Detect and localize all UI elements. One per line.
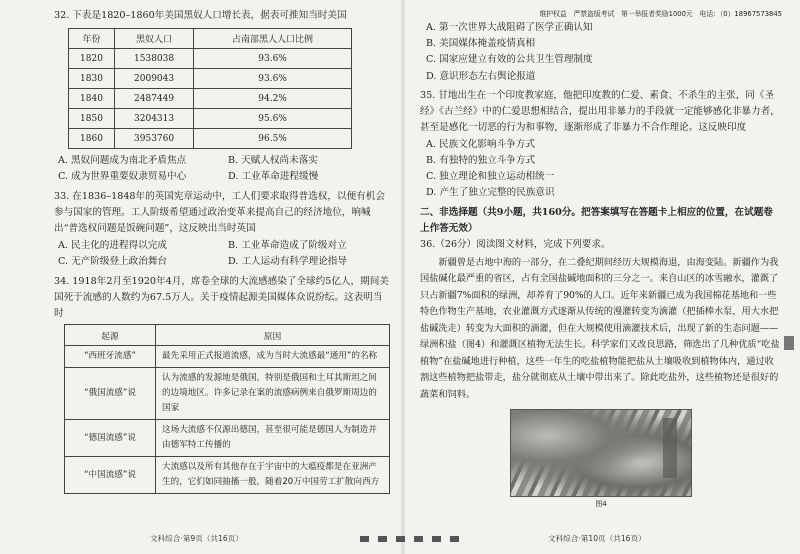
q36-passage: 新疆曾是古地中海的一部分，在二叠纪期间经历大规模海退，由海变陆。新疆作为我国盐碱化最严重的省区，占有全国盐碱地面积的三分之一。来自山区的冰雪融水，灌溉了只占新疆7%面积的绿洲，却养育了90%的人口。近年来新疆已成为我国棉花基地和一些特色作物生产基地，农业灌溉方式逐渐从传统的漫灌转变为滴灌（把插棒水泵，用大水把盐碱洗走）转变为大面积的滴灌，但在大规模使用滴灌技术后，出现了新的生态问题——绿洲积盐（图4）和灌溉区植物无法生长。科学家们又改良思路，筛选出了几种优质“吃盐植物”在盐碱地进行种植，这些一年生的吃盐植物能把盐从土壤吸收到植物体内，通过收割这些植物把盐带走，盐分就彻底从土壤中带出来了。除此吃盐外，这些植物还是很好的蔬菜和饲料。 (420, 256, 780, 400)
q35-options (426, 137, 782, 202)
q32-option-a: A. 黑奴问题成为南北矛盾焦点 (58, 155, 187, 166)
q33-option-d: D. 工人运动有科学理论指导 (228, 256, 347, 267)
q32-header-year: 年份 (69, 29, 115, 49)
table-row (65, 457, 390, 494)
q35-option-a: A. 民族文化影响斗争方式 (426, 138, 535, 150)
q32-cell: 3953760 (115, 129, 194, 149)
q34-reason-cell: 这场大流感不仅源出德国，甚至很可能是德国人为制造并由德军特工传播的 (156, 420, 390, 457)
q32-option-d: D. 工业革命进程缓慢 (228, 171, 319, 182)
q34-reason-cell: 最先采用正式报道流感，成为当时大流感最“通用”的名称 (156, 346, 390, 368)
table-row (65, 368, 390, 420)
q34-table-header (65, 325, 390, 346)
q34-origin-cell: “俄国流感”说 (65, 368, 156, 420)
right-page (404, 0, 800, 554)
q34-header-reason: 原因 (156, 325, 390, 346)
q34-origin-cell: “德国流感”说 (65, 420, 156, 457)
q33-options (58, 238, 390, 270)
table-row (69, 69, 352, 89)
table-row (69, 89, 352, 109)
q33-option-c: C. 无产阶级登上政治舞台 (58, 256, 168, 267)
q34-origin-cell: “中国流感”说 (65, 457, 156, 494)
right-page-footer: 文科综合·第10页（共16页） (548, 534, 646, 543)
q33-option-b: B. 工业革命造成了阶级对立 (228, 240, 347, 251)
registration-mark (378, 536, 387, 542)
q32-table (68, 28, 352, 149)
q36-stem: 36.（26分）阅读图文材料，完成下列要求。 (420, 238, 611, 250)
q34-header-origin: 起源 (65, 325, 156, 346)
q32-cell: 1840 (69, 89, 115, 109)
q32-header-ratio: 占南部黑人人口比例 (194, 29, 352, 49)
q32-cell: 2487449 (115, 89, 194, 109)
registration-mark (360, 536, 369, 542)
q32-cell: 1820 (69, 49, 115, 69)
q32-header-slaves: 黑奴人口 (115, 29, 194, 49)
q34-option-a: A. 第一次世界大战阻碍了医学正确认知 (426, 22, 593, 33)
q35-option-c: C. 独立理论和独立运动相统一 (426, 171, 555, 183)
q32-cell: 1860 (69, 129, 115, 149)
q34-option-c: C. 国家应建立有效的公共卫生管理制度 (426, 54, 593, 66)
q32-cell: 95.6% (194, 109, 352, 129)
saline-land-photo (510, 409, 692, 497)
anti-piracy-banner: 维护权益 严禁盗版考试 第一举报者奖励1000元 电话：（0）18967573845 (539, 10, 782, 18)
q32-cell: 93.6% (194, 49, 352, 69)
q32-cell: 96.5% (194, 129, 352, 149)
q32-stem: 32. 下表是1820–1860年美国黑奴人口增长表，据表可推知当时美国 (54, 10, 347, 21)
q32-option-b: B. 天赋人权尚未落实 (228, 155, 318, 166)
section-heading: 二、非选择题（共9小题，共160分。把答案填写在答题卡上相应的位置，在试题卷上作答无效） (420, 206, 773, 234)
table-row (69, 109, 352, 129)
q33-option-a: A. 民主化的进程得以完成 (58, 240, 167, 251)
table-row (65, 346, 390, 368)
table-row (65, 420, 390, 457)
q35-option-d: D. 产生了独立完整的民族意识 (426, 187, 555, 199)
q32-cell: 94.2% (194, 89, 352, 109)
q33-stem: 33. 在1836–1848年的英国宪章运动中，工人们要求取得普选权，以便有机会参与国家的管理。工人阶级希望通过政治变革来提高自己的经济地位，响喊出“普选权问题是饭碗问题”，这反映出当时英国 (54, 191, 385, 234)
q32-cell: 1538038 (115, 49, 194, 69)
q34-stem: 34. 1918年2月至1920年4月，席卷全球的大流感感染了全球约5亿人，期间美国死于流感的人数约为67.5万人。关于疫情起源美国媒体众说纷纭。这表明当时 (54, 276, 389, 319)
photo-watermark (663, 418, 677, 478)
q32-cell: 93.6% (194, 69, 352, 89)
figure-caption: 图4 (595, 500, 607, 509)
q34-origin-cell: “西班牙流感” (65, 346, 156, 368)
q34-table (64, 324, 390, 494)
table-row (69, 49, 352, 69)
q32-options (58, 153, 390, 185)
q34-option-b: B. 美国媒体掩盖疫情真相 (426, 38, 536, 50)
q35-option-b: B. 有独特的独立斗争方式 (426, 155, 536, 167)
q32-cell: 2009043 (115, 69, 194, 89)
q35-stem: 35. 甘地出生在一个印度教家庭，他把印度教的仁爱、素食、不杀生的主张，同《圣经》《古兰经》中的仁爱思想相结合，提出用非暴力的手段就一定能够感化非暴力者，甚至是感化一切恶的行为和事物，逐渐形成了非暴力不合作理论。这反映印度 (420, 89, 780, 133)
table-row (69, 129, 352, 149)
q34-option-d: D. 意识形态左右舆论报道 (426, 70, 536, 82)
q34-reason-cell: 认为流感的发源地是俄国，特别是俄国和土耳其斯坦之间的边境地区。许多记录在案的流感病例来自俄罗斯周边的国家 (156, 368, 390, 420)
q32-cell: 3204313 (115, 109, 194, 129)
q32-cell: 1830 (69, 69, 115, 89)
q34-options (426, 20, 782, 85)
edge-mark (784, 336, 794, 350)
left-page-footer: 文科综合·第9页（共16页） (150, 534, 243, 543)
q32-cell: 1850 (69, 109, 115, 129)
q34-reason-cell: 大流感以及所有其他存在于宇宙中的大瘟疫都是在亚洲产生的，它们如同抽搐一般，随着20万中国劳工扩散向西方 (156, 457, 390, 494)
q32-option-c: C. 成为世界重要奴隶贸易中心 (58, 171, 187, 182)
q32-table-header (69, 29, 352, 49)
